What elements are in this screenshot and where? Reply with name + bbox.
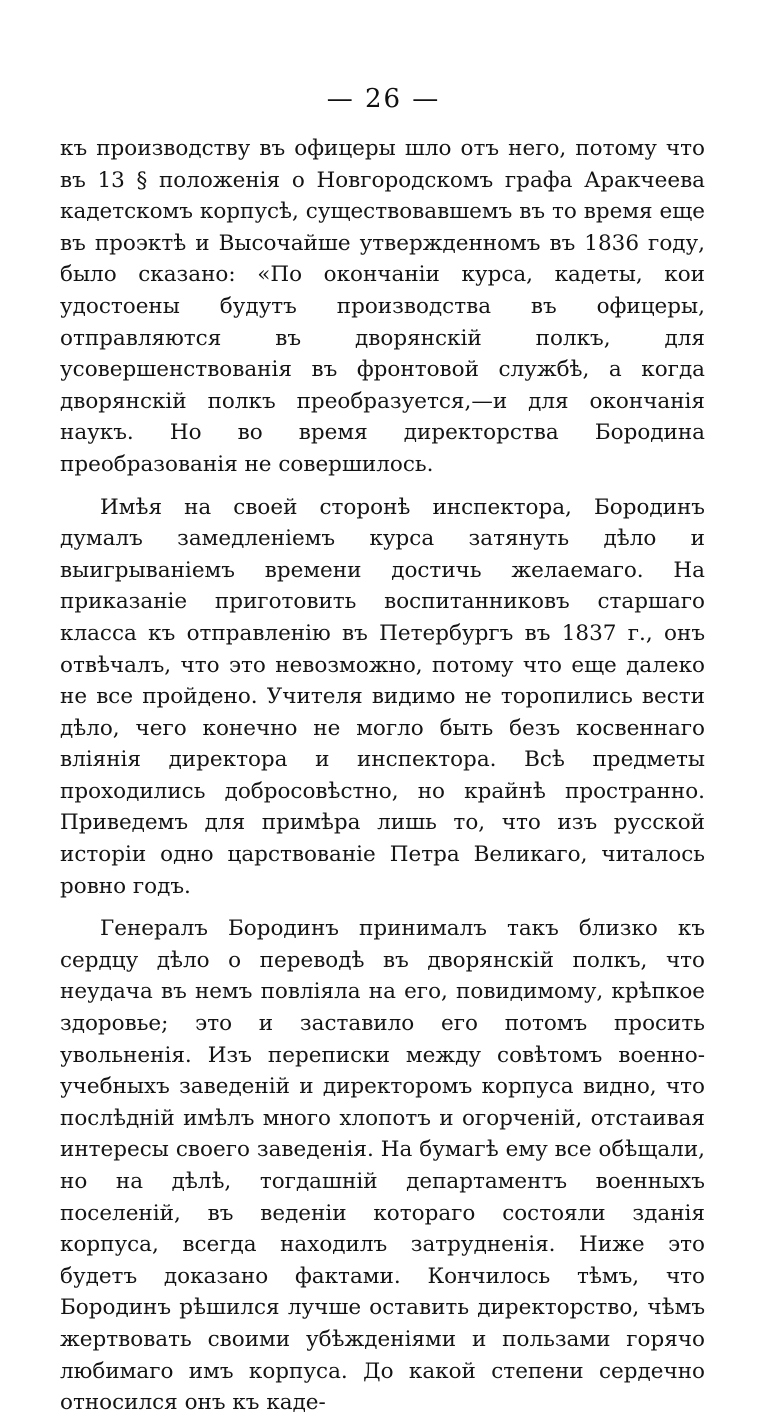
paragraph-2: Имѣя на своей сторонѣ инспектора, Бородинъ думалъ замедленіемъ курса затянуть дѣло и выигрываніемъ времени достичь желаемаго. На приказаніе приготовить воспитанниковъ старшаго класса къ отправленію въ Петербургъ въ 1837 г., онъ отвѣчалъ, что это невозможно, потому что еще далеко не все пройдено. Учителя видимо не торопились вести дѣло, чего конечно не могло быть безъ косвеннаго вліянія директора и инспектора. Всѣ предметы проходились добросовѣстно, но крайнѣ пространно. Приведемъ для примѣра лишь то, что изъ русской исторіи одно царствованіе Петра Великаго, читалось ровно годъ. (60, 494, 705, 899)
page-number: — 26 — (326, 84, 441, 114)
body-text (60, 133, 705, 1419)
paragraph-1: къ производству въ офицеры шло отъ него, потому что въ 13 § положенія о Новгородскомъ графа Аракчеева кадетскомъ корпусѣ, существовавшемъ въ то время еще въ проэктѣ и Высочайше утвержденномъ въ 1836 году, было сказано: «По окончаніи курса, кадеты, кои удостоены будутъ производства въ офицеры, отправляются въ дворянскій полкъ, для усовершенствованія въ фронтовой службѣ, а когда дворянскій полкъ преобразуется,—и для окончанія наукъ. Но во время директорства Бородина преобразованія не совершилось. (60, 136, 705, 477)
paragraph-3: Генералъ Бородинъ принималъ такъ близко къ сердцу дѣло о переводѣ въ дворянскій полкъ, что неудача въ немъ повліяла на его, повидимому, крѣпкое здоровье; это и заставило его потомъ просить увольненія. Изъ переписки между совѣтомъ военно-учебныхъ заведеній и директоромъ корпуса видно, что послѣдній имѣлъ много хлопотъ и огорченій, отстаивая интересы своего заведенія. На бумагѣ ему все обѣщали, но на дѣлѣ, тогдашній департаментъ военныхъ поселеній, въ веденіи котораго состояли зданія корпуса, всегда находилъ затрудненія. Ниже это будетъ доказано фактами. Кончилось тѣмъ, что Бородинъ рѣшился лучше оставить директорство, чѣмъ жертвовать своими убѣжденіями и пользами горячо любимаго имъ корпуса. До какой степени сердечно относился онъ къ каде- (60, 916, 705, 1416)
